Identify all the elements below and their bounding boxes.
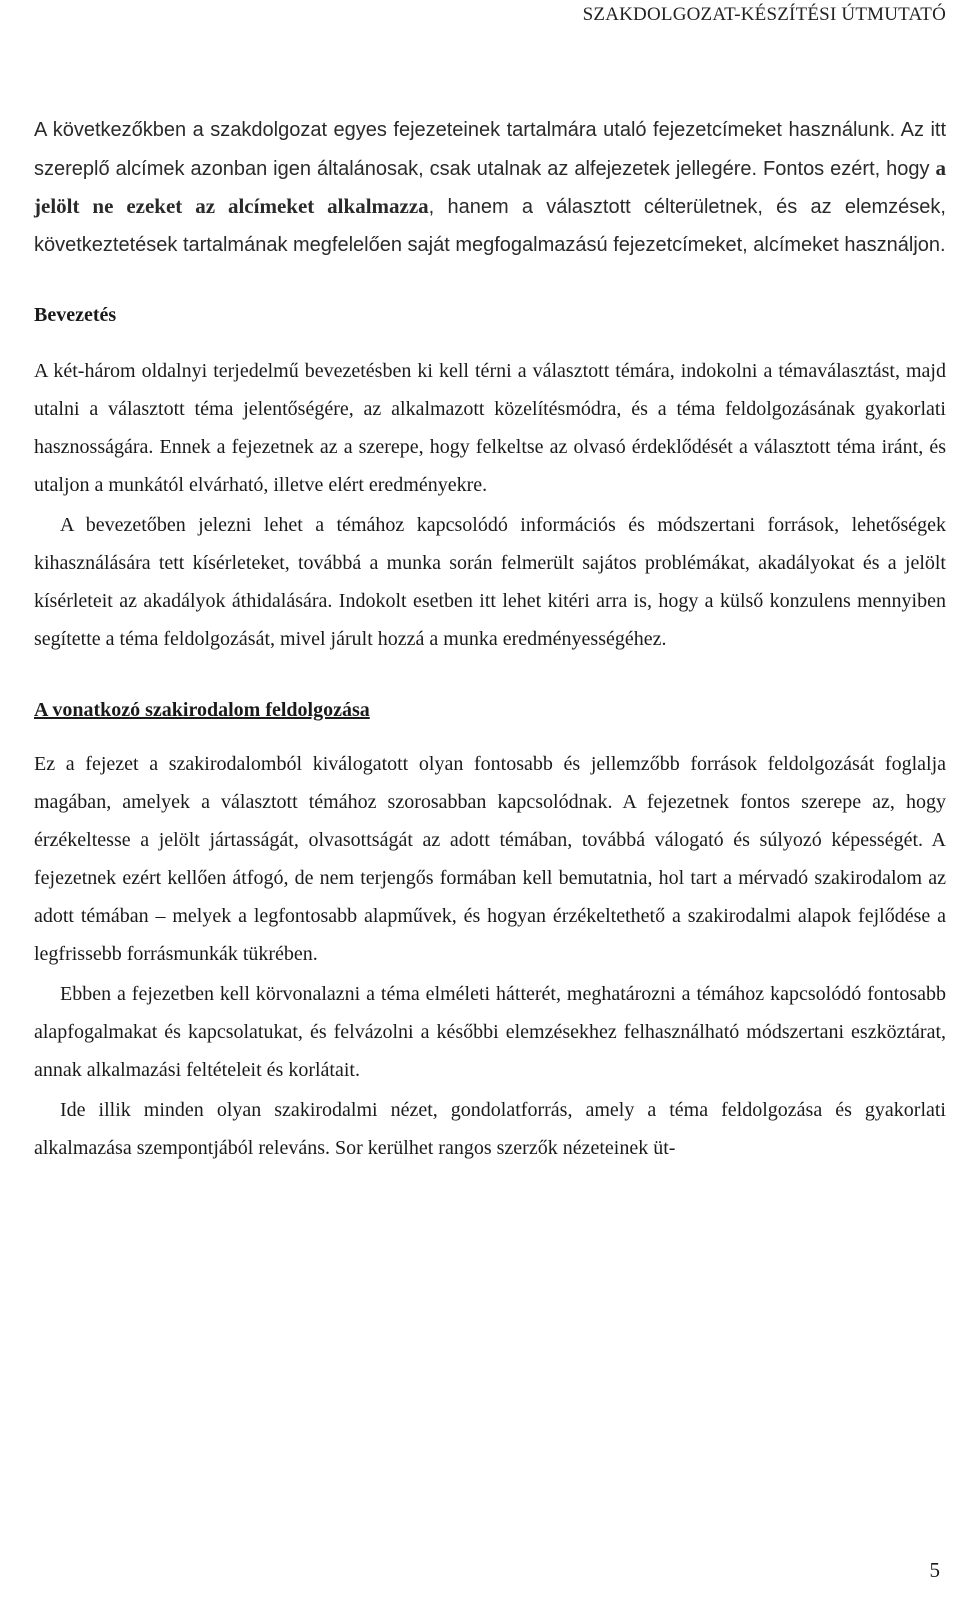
paragraph: A bevezetőben jelezni lehet a témához kapcsolódó információs és módszertani források, lehetőségek kihasználására tett kísérleteket, továbbá a munka során felmerült sajátos problémákat, akadályokat és a jelölt kísérleteit az akadályok áthidalására. Indokolt esetben itt lehet kitéri arra is, hogy a külső konzulens mennyiben segítette a téma feldolgozását, mivel járult hozzá a munka eredményességéhez.	[34, 514, 946, 650]
paragraph: A két-három oldalnyi terjedelmű bevezetésben ki kell térni a választott témára, indokolni a témaválasztást, majd utalni a választott téma jelentőségére, az alkalmazott közelítésmódra, és a téma feldolgozásának gyakorlati hasznosságára. Ennek a fejezetnek az a szerepe, hogy felkeltse az olvasó érdeklődését a választott téma iránt, és utaljon a munkától elvárható, illetve elért eredményekre.	[34, 360, 946, 496]
intro-emphasis: a jelölt ne ezeket az alcímeket alkalmazza	[34, 155, 946, 218]
intro-text-1: A következőkben a szakdolgozat egyes fejezeteinek tartalmára utaló fejezetcímeket használunk. Az itt szereplő alcímek azonban igen általánosak, csak utalnak az alfejezetek jellegére. Fontos ezért, hogy	[34, 119, 946, 180]
section-szakirodalom	[34, 696, 946, 1167]
section-bevezetes	[34, 301, 946, 658]
intro-text-2: , hanem a választott célterületnek, és az elemzések, következtetések tartalmának megfelelően saját megfogalmazású fejezetcímeket, alcímeket használjon.	[34, 196, 946, 256]
page-number: 5	[929, 1558, 940, 1582]
paragraph: Ez a fejezet a szakirodalomból kiválogatott olyan fontosabb és jellemzőbb források feldolgozását foglalja magában, amelyek a választott témához szorosabban kapcsolódnak. A fejezetnek fontos szerepe az, hogy érzékeltesse a jelölt jártasságát, olvasottságát az adott témában, továbbá válogató és súlyozó képességét. A fejezetnek ezért kellően átfogó, de nem terjengős formában kell bemutatnia, hol tart a mérvadó szakirodalom az adott témában – melyek a legfontosabb alapművek, és hogyan érzékeltethető a szakirodalmi alapok fejlődése a legfrissebb forrásmunkák tükrében.	[34, 753, 946, 965]
running-header: SZAKDOLGOZAT-KÉSZÍTÉSI ÚTMUTATÓ	[582, 4, 946, 25]
document-body	[34, 112, 946, 1167]
paragraph: Ebben a fejezetben kell körvonalazni a téma elméleti hátterét, meghatározni a témához kapcsolódó fontosabb alapfogalmakat és kapcsolatukat, és felvázolni a későbbi elemzésekhez felhasználható módszertani eszköztárat, annak alkalmazási feltételeit és korlátait.	[34, 983, 946, 1081]
intro-paragraph	[34, 112, 946, 264]
section-heading: Bevezetés	[34, 304, 117, 326]
section-heading: A vonatkozó szakirodalom feldolgozása	[34, 699, 370, 721]
paragraph: Ide illik minden olyan szakirodalmi nézet, gondolatforrás, amely a téma feldolgozása és gyakorlati alkalmazása szempontjából releváns. Sor kerülhet rangos szerzők nézeteinek üt-	[34, 1099, 946, 1159]
